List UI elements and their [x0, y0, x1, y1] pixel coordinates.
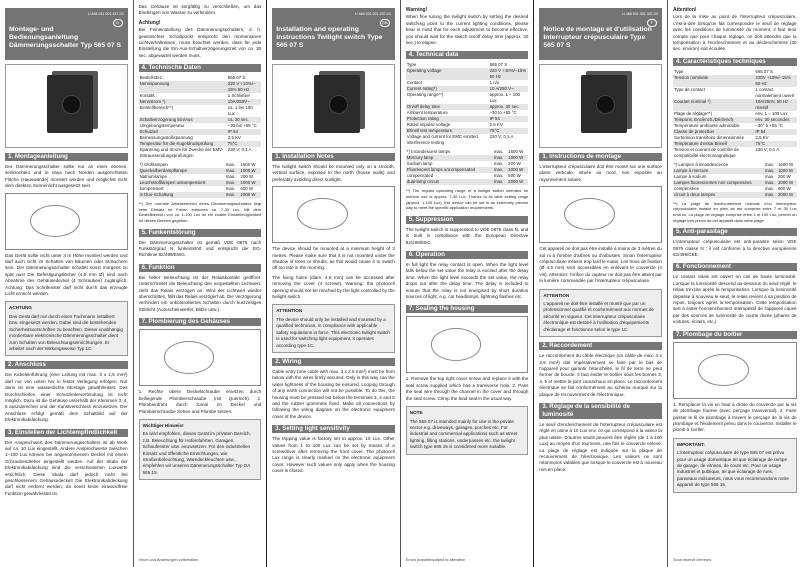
table-cell: max. [493, 179, 507, 185]
table-cell: Temperatur für die Kugeldruckprüfung [139, 141, 227, 147]
paragraph: Le seuil d'enclenchement de l'interrupteur crépusculaire est réglé en usine à 10 Lux env. ce qui correspond à la valeur la plus usitée. D'autres seuils peuvent être réglés (de 1 à 100 Lux) au moyen d'un tournevis, une fois le couvercle enlevé. La plage de réglage est indiquée sur la plaque de recouvrement de l'électronique. Les valeurs ne sont néanmoins valables que lorsque le couvercle est à nouveau mis en place. [539, 421, 662, 472]
table-cell: 220 V +10%/–15% 50 Hz [489, 68, 529, 80]
table-cell: 1600 W [240, 162, 256, 168]
table-cell: max. [225, 162, 236, 168]
table-cell: Bestell-Bez. [139, 75, 164, 81]
title-header [5, 8, 128, 60]
paragraph: Der Ansprechwert des Dämmerungsschalters ist ab Werk auf ca. 10 Lux eingestellt. Andere Ansprechwerte zwischen 1–100 Lux können bei angenommenem Deckel mit einem Schraubendreher eingestellt werden. Auf der Skala der Elektronikabdeckung sind die verschiedenen Luxwerte ersichtlich. Diese Skala darf jedoch nicht bei geschlossenem Gehäusedeckel! Die Elektronikabdeckung darf nicht entfernt werden, da sonst keine einwandfreie Funktion gewährleistet ist. [5, 439, 128, 496]
table-cell: approx. 30 sec. [489, 104, 529, 110]
table-row [406, 92, 529, 104]
product-photo [5, 64, 128, 148]
table-cell: 75°C [754, 141, 796, 147]
table-cell: Sodium lamp [406, 161, 433, 167]
dimension-diagram [539, 186, 662, 243]
spec-table [406, 149, 529, 185]
table-cell: max. [225, 174, 236, 180]
table-cell: dual-lamp circuit [406, 179, 493, 185]
table-row [139, 81, 262, 93]
paragraph: L'interrupteur crépusculaire doit être monté sur une surface plane verticale, située au nord, non exposée au rayonnement solaire. [539, 164, 662, 182]
document-code: U 468 931 001 437-03 [87, 12, 124, 16]
table-cell: Classe de protection [673, 129, 754, 135]
paragraph: Das Gerät sollte nicht unter 3 m Höhe montiert werden und darf auch nicht im Schatten von Bäumen oder Sträuchern sein. Der Dämmerungsschalter schaltet sonst morgens zu spät aus! Die Befestigungslöcher (4,5 mm Ø) sind nach Abnahme des Gehäusedeckel (4 Schrauben) zugänglich. Achtung: Das Schrifenster darf nicht durch das erzeugte Licht erreicht werden. [5, 252, 128, 297]
section-heading: 4. Technical data [406, 51, 529, 59]
title-header [272, 8, 395, 60]
spec-table [139, 75, 262, 159]
table-row [139, 105, 262, 117]
table-cell: 565 07 S [755, 68, 773, 74]
section-heading: 6. Operation [406, 251, 529, 259]
table-cell: Plage de réglage**) [673, 110, 713, 116]
table-row [406, 134, 529, 146]
table-row [673, 99, 797, 111]
section-heading: 1. Installation Notes [272, 153, 395, 161]
table-cell: 600 W [240, 186, 254, 192]
notice-box [139, 419, 262, 480]
notice-text: The 565 07 is intended mainly for use in the private sector e.g. driveways, garages, porches etc. For industrial and commercial applications such as street lighting, filling stations, underpasses etc. the twilight switch type 565 15 is considered more suitable. [409, 418, 518, 450]
paragraph: The device should be mounted at a minimum height of 3 metres. Please make sure that it is not mounted under the shadow of trees or shrubs, as this would cause it to switch off too late in the morning. [272, 246, 395, 271]
notice-title: ACHTUNG [9, 305, 32, 311]
table-cell: 230 V; 0,1 A [489, 134, 514, 140]
table-cell: Temporis. Enclench./Déclench. [673, 117, 754, 123]
table-cell: Natriumlampe [139, 174, 167, 180]
table-cell: –30 to +55 °C [489, 110, 517, 116]
spec-table [139, 162, 262, 198]
notice-box [5, 301, 128, 356]
table-cell: 230 V; 0,1 A [755, 146, 780, 152]
table-cell: 2,5 KV [227, 135, 241, 141]
section-heading: 7. Plombierung des Gehäuses [139, 318, 262, 326]
table-cell: ca. 1 bis 100 Lux [227, 105, 253, 117]
table-cell: Leuchtstofflampen unkompensiert [139, 180, 225, 186]
notice-text: L'interrupteur crépusculaire de type 565 07 est prévu pour un usage domestique tel que éclairage de rampe de garage, de vitrines, de cours etc. Pour un usage industriel et publique, tel que éclairage de rues, panneaux indicateurs, nous vous recommandons notre appareil de type 565 15. [676, 450, 789, 488]
section-heading: 6. Fonctionnement [673, 263, 797, 271]
table-cell: 1 contact normalement ouvert [755, 86, 795, 98]
table-cell: 1000 W [507, 167, 528, 173]
section-heading: 6. Funktion [139, 264, 262, 272]
table-cell: Brinell test temperature [406, 128, 489, 134]
table-cell: 75°C [489, 128, 529, 134]
table-cell: env. 30 secondes [754, 117, 796, 123]
section-heading: 3. Setting light sensitivity [272, 425, 395, 433]
table-cell: 200 W [777, 173, 791, 179]
table-cell: max. [764, 180, 777, 186]
table-cell: max. [764, 161, 775, 167]
table-cell: Kontakt [139, 93, 155, 99]
table-cell: –30° à +55 °C [755, 122, 783, 128]
section-heading: 2. Raccordement [539, 342, 662, 350]
paragraph: Cet appareil ne doit pas être installé à moins de 3 mètres du sol ni à l'ombre d'arbres ou d'arbustes. Sinon l'interrupteur crépusculaire s'éteint trop tard le matin. Les trous de fixation (Ø 4,5 mm) sont accessibles en enlevant le couvercle (4 vis). Attention: l'orifice du capteur ne doit pas être atteint par la lumière commandée par l'interrupteur crépusculaire. [539, 246, 662, 284]
table-cell: max. [764, 168, 777, 174]
notice-title: Wichtiger Hinweis! [142, 422, 184, 428]
table-cell: 220V +10%/–15% 50 Hz [754, 75, 796, 87]
section-heading: 2. Wiring [272, 358, 395, 366]
table-cell: *) Lampes à incandescence [673, 161, 729, 167]
table-cell: 1600 W [777, 161, 794, 167]
table-cell: 2000 W [777, 192, 797, 198]
notice-text: L'appareil ne doit être installé et monté que par un professionnel qualifié et conformément aux normes de sécurité en vigueur. Cet interrupteur crépusculaire électronique est destiné à l'utilisation d'équipements d'éclairage et fonctionne selon le type 1C. [543, 301, 654, 332]
document-code: U 468 931 001 437-03 [622, 12, 658, 16]
dimension-diagram [406, 316, 529, 373]
section-heading: 5. Funkentstörung [139, 229, 262, 237]
table-cell: compensated [406, 173, 434, 179]
table-cell: max. [493, 155, 507, 161]
table-cell: circuit à deux lampes [673, 192, 764, 198]
paragraph: Le raccordement du câble électrique (un câble de max. 3 x 2,5 mm²) doit impérativement se faire par le bas de l'appareil pour garantir l'étanchéité, le fil de terre ne peut former de boucle. Il faut évider le boîtier sous les bornes 3, 4, 5 et mettre le joint caoutchouc en place. Le raccordement électrique se fait conformément au schéma marqué sur la plaque de recouvrement de l'électronique. [539, 353, 662, 397]
paragraph: When fine tuning the twilight switch by setting the desired switching point to the current lighting conditions, please bear in mind that for each adjustment to become effective, you should wait for the switch on/off delay time (approx. 30 sec.) to elapse. [405, 14, 529, 46]
notice-box [406, 406, 529, 454]
photocell-lens [329, 95, 348, 114]
table-cell: 600 W [777, 185, 791, 191]
table-cell: 200 W [240, 174, 254, 180]
table-row [673, 180, 797, 186]
table-cell: Spannung und Strom für Zwecke der EMV-Störaussendungsprüfungen [139, 147, 224, 159]
twilight-switch-device [47, 75, 93, 133]
table-cell: Température ambiante admissible [673, 122, 740, 128]
table-cell: Température d'essai Brinell [673, 141, 754, 147]
table-cell: Tension et courant de contrôle de compatibilité électromagnétique [673, 146, 739, 158]
section-heading: 3. Einstellen der Lichtempfindlichkeit [5, 429, 128, 437]
table-cell: Nennspannung [139, 81, 227, 93]
section-heading: 3. Réglage de la sensibilité de luminosité [539, 403, 662, 419]
notice-title: NOTE [409, 410, 423, 416]
product-photo [539, 64, 662, 148]
table-cell: Voltage and current for EMC emitted interference testing [406, 134, 478, 146]
table-cell: Bemessungsstoßspannung [139, 135, 193, 141]
section-heading: 1. Instructions de montage [539, 153, 662, 161]
table-cell: 1000 W [239, 168, 261, 174]
table-cell: Type [673, 68, 684, 74]
paragraph: In full light the relay contact is open. When the light level falls below the set value the relay is excited after the delay time. When the light level exceeds the set value, the relay drops out after the delay time. The delay is included to ensure that the relay is not energised by short duration sources of light, e.g. car headlamps, lightning flashes etc. [405, 262, 529, 300]
dimension-diagram [5, 193, 128, 250]
table-cell: 565 07 S [227, 75, 246, 81]
table-cell: 2000 W [507, 179, 528, 185]
paragraph: Bei heller Beleuchtung ist der Relaiskontakt geöffnet. Unterschreitet die Beleuchtung den eingestellten Lichtwert, zieht das Relais verzögert an. Wird der Lichtwert wieder überschritten, fällt das Relais verzögert ab. Die Verzögerung verhindert ein unkontrolliertes Schalten durch kurzzeitiges Störlicht (Autoscheinwerfer, Blitze usw.). [138, 274, 262, 312]
table-cell: Schutzart [139, 129, 227, 135]
section-heading: 1. Montageanleitung [5, 153, 128, 161]
notice-text: The device should only be installed and mounted by a qualified technician, in compliance with applicable safety regulations in force. This electronic twilight switch is used for switching light equipment, it operates according type 1C. [276, 316, 390, 348]
table-cell: *) Glühlampen [139, 162, 168, 168]
table-cell: On/off delay time [406, 104, 489, 110]
table-cell: Lampe à mercure [673, 168, 764, 174]
section-heading: 7. Plombage du boîtier [673, 331, 797, 339]
table-cell: compensées [673, 185, 699, 191]
paragraph: The tripping value is factory set to approx. 10 Lux. Other values from 1 to 100 Lux can be set by means of a screwdriver after removing the front cover. The photocell Lux range is clearly marked on the electronic equipment cover. However such values only apply when the housing cover is closed. [272, 436, 395, 474]
paragraph: Der Dämmerungsschalter ist gemäß VDE 0875 nach Funkstörgrad N funkentstört und entspricht der EG-Richtlinie 82/499/EWG. [138, 239, 262, 258]
notice-title: ATTENTION [543, 292, 570, 298]
table-cell: Type [406, 62, 417, 68]
table-cell: Schaltverzögerung Ein/Aus [139, 117, 227, 123]
table-cell: Rated impulse voltage [406, 122, 451, 128]
table-cell: –30 bis +55 °C [227, 123, 257, 129]
section-heading: 5. Suppression [406, 216, 529, 224]
paragraph: Das Gehäuse ist sorgfältig zu verschließen, um das Eindringen von Wasser zu verhindern. [138, 4, 262, 16]
section-heading: 2. Anschluss [5, 361, 128, 369]
table-cell: Operating range**) [406, 92, 444, 98]
table-cell: Surtension transitoire dimensionnée [673, 134, 745, 140]
table-cell: Lampes fluorescentes non compensées [673, 180, 764, 186]
document-title: Notice de montage et d'utilisation Interrupteur crépusculaire Type 565 07 S [543, 26, 652, 50]
spec-table [673, 162, 797, 198]
table-cell: Umgebungstemperatur [139, 123, 185, 129]
column [0, 0, 134, 567]
table-cell: Einstellbereich**) [139, 105, 174, 111]
column [534, 0, 668, 567]
paragraph: 1. Rechte obere Deckelschraube ersetzen durch beiliegende Plombierschraube (mit Querloch). 2. Plombierdraht durch Kanal im Deckel und Plombierschraube ziehen und Plombe setzen. [138, 389, 262, 414]
table-cell: Nennstrom *) [139, 99, 227, 105]
table-cell: 10A/250V, 50 Hz résistif [754, 99, 796, 111]
section-heading: 4. Caractéristiques techniques [673, 58, 797, 66]
section-heading: 5. Anti-parasitage [673, 228, 797, 236]
photocell-lens [596, 95, 615, 114]
table-cell: max. [225, 180, 240, 186]
footer-note: Irrtum und Änderungen vorbehalten [138, 557, 199, 562]
table-row [673, 87, 797, 99]
table-cell: Protection rating [406, 116, 489, 122]
language-badge: D [113, 19, 123, 27]
paragraph: L'interrupteur crépusculaire est anti-parasite selon VDE 0875 classe N ; il est conforme à la directive européenne 82/499/CEE. [672, 239, 797, 258]
table-cell: max. [493, 149, 504, 155]
footnote: **) The regular operating range of a twilight switch intended for outdoor use is approx. 7-30 Lux. Thanks to its wide setting range (approx. 1-100 Lux), this device can be set in an extremely precise way to meet the specific application requirements. [405, 188, 529, 211]
column [401, 0, 535, 567]
paragraph: Lors de la mise au point de l'interrupteur crépusculaire, c'est-à-dire lorsqu'on fait correspondre le seuil de réglage avec les conditions de luminosité du moment, il faut tenir compte que pour chaque réglage, on doit attendre que la temporisation à l'enclenchement et au déclenchement (30 sec. environ) soit écoulée. [672, 14, 797, 52]
document-title: Installation and operating instructions Twilight switch Type 565 07 S [276, 26, 383, 50]
paragraph: 1. Remplacer la vis en haut à droite du couvercle par la vis de plombage fournie (avec perçage transversal). 2. Faire passer le fil de plombage à travers le perçage de la vis de plombage et l'évidement prévu dans le couvercle. Installer le plomb à sceller. [672, 401, 797, 433]
table-cell: max. [764, 173, 775, 179]
notice-title: IMPORTANT: [676, 441, 705, 447]
table-cell: kompensiert [139, 186, 164, 192]
table-cell: 2.5 KV [489, 122, 503, 128]
table-cell: 220 V +10%/–15% 50 Hz [227, 81, 261, 93]
paragraph: Cable entry (one cable with max. 3 x 2.5 mm²) must be from below with the wires firmly secured. Only in this way can the water tightness of the housing be ensured. Looping through of any earth connection will not be possible. To do this, the housing must be pressed out below the terminals 3, 4 and 5 and the rubber grommets fixed. Make all connections by following the wiring diagram on the electronic equipment cover of the device. [272, 368, 395, 419]
table-cell: 2,5 KV [755, 134, 769, 140]
warning-label: Achtung! [138, 19, 161, 26]
column [134, 0, 268, 567]
table-row [406, 179, 529, 185]
paragraph: The twilight switch should be mounted only on a smooth, vertical surface, exposed to the north (house walls) and preferably avoiding direct sunlight. [272, 164, 395, 182]
table-cell: Current rating*) [406, 86, 489, 92]
title-header [539, 8, 662, 60]
table-cell: max. [225, 192, 240, 198]
table-cell: max. [225, 186, 236, 192]
table-row [673, 123, 797, 129]
table-row [406, 68, 529, 80]
table-row [673, 147, 797, 159]
table-cell: Quecksilberdampflampe [139, 168, 225, 174]
table-cell: 1000 W [239, 180, 261, 186]
table-row [673, 192, 797, 198]
table-cell: 1000 W [507, 155, 528, 161]
paragraph: Die Kabeleinführung (eine Leitung mit max. 3 x 2,5 mm²) darf nur von unten her in fester Verlegung erfolgen. Nur dann ist eine wasserdichte Montage gewährleistet. Das Durchschleifen einer Schutzleiterverbindung ist nicht möglich. Dazu ist die Gehäuse unterhalb der Klemmen 3, 4, 5 auszubrechen und der Kunstverschluss einzusetzen. Der Anschluss erfolgt gemäß dem Schaltbild auf der Elektronikabdeckung. [5, 372, 128, 423]
section-heading: 4. Technische Daten [139, 64, 262, 72]
table-row [139, 192, 262, 198]
table-cell: max. [493, 167, 507, 173]
paragraph: Bei Feineinstellung des Dämmerungsschalters, d. h. gewünschter Schaltpunkt entspricht den momentanen Lichtverhältnissen, muss beachtet werden, dass für jede Einstellung die Ein-Aus-Schaltverzögerungszeit von ca. 30 sec. abgewartet werden muss. [138, 27, 262, 58]
table-cell: max. [764, 185, 775, 191]
document-title: Montage- und Bedienungsanleitung Dämmerungsschalter Typ 565 07 S [9, 26, 122, 50]
table-cell: 1000 W [777, 168, 797, 174]
product-photo [272, 64, 395, 148]
table-cell: max. [493, 161, 504, 167]
paragraph: The fixing holes (diam. 4.5 mm) can be accessed after removing the cover (4 screws). Warning: the photocell opening should not be reached by the light controlled by the twilight switch. [272, 274, 395, 300]
table-cell: Fluorescent lamps uncompensated [406, 167, 493, 173]
table-cell: 75°C [227, 141, 261, 147]
table-cell: 565 07 S [489, 62, 508, 68]
table-cell: 1000 W [777, 180, 797, 186]
table-row [139, 147, 262, 159]
warning-label: Warning! [405, 7, 428, 13]
table-cell: Type de contact [673, 86, 705, 92]
table-cell: in Duo-Schaltung [139, 192, 225, 198]
twilight-switch-device [581, 75, 627, 133]
section-heading: 7. Sealing the housing [406, 305, 529, 313]
table-cell: max. [764, 192, 777, 198]
table-cell: 1 Schließer [227, 93, 250, 99]
column [267, 0, 401, 567]
table-cell: max. [493, 173, 504, 179]
photocell-lens [62, 95, 81, 114]
table-cell: 200 W [508, 161, 521, 167]
table-cell: Contact [406, 80, 422, 86]
table-cell: Tension nominale [673, 75, 754, 87]
table-cell: 10A/250V~ [227, 99, 261, 105]
dimension-diagram [139, 329, 262, 386]
notice-title: ATTENTION [276, 308, 303, 314]
document-code: U 468 931 001 437-03 [355, 12, 391, 16]
table-cell: IP 54 [489, 116, 529, 122]
table-row [673, 75, 797, 87]
paragraph: The twilight switch is suppressed to VDE 0875 class N, and is built in compliance with the European Directive 82/499/EEC. [405, 226, 529, 245]
paragraph: Der Dämmerungsschalter sollte nur an einer ebenen, senkrechten und in etwa nach Norden ausgerichteten Fläche (Hauswände) montiert werden und möglichst nicht dem direkten Sonnenlicht ausgesetzt sein. [5, 164, 128, 189]
table-cell: *) Incandescent lamps [406, 149, 451, 155]
table-cell: env. 1 – 100 Lux [755, 110, 788, 116]
notice-box [272, 304, 395, 352]
dimension-diagram [673, 342, 797, 399]
table-cell: IP 54 [227, 129, 261, 135]
table-cell: ca. 30 sec. [227, 117, 261, 123]
table-cell: max. [225, 168, 240, 174]
table-cell: Ambient temperature [406, 110, 448, 116]
table-cell: 1 n/o [489, 80, 500, 86]
table-cell: Operating voltage [406, 68, 489, 80]
table-cell: 2000 W [239, 192, 261, 198]
table-cell: Lampe à sodium [673, 173, 707, 179]
table-cell: 230 V; 0,1 A [227, 147, 252, 153]
notice-box [673, 438, 797, 493]
notice-text: Es wird empfohlen, dieses Gerät im privaten Bereich, z.B. Beleuchtung für Hofeinfahrten, Garagen, Schaufenster usw. einzusetzen. Für den industriellen Einsatz und öffentliche Einrichtungen, wie Straßenbeleuchtung, Warndeckleuchten usw., empfehlen wir unseren Dämmerungsschalter Typ DA 565 15. [142, 431, 251, 475]
paragraph: 1. Remove the top right cover screw and replace it with the seal screw supplied which has a transverse hole. 2. Pass the seal wire through the channel in the cover and through the seal screw. Crimp the lead seal in the usual way. [405, 376, 529, 401]
dimension-diagram [272, 186, 395, 243]
paragraph: Le contact relais est ouvert en cas de haute luminosité. Lorsque la luminosité descend au-dessous du seuil réglé, le relais s'excite après la temporisation. Lorsque la luminosité dépasse à nouveau le seuil, le relais revient à sa position de repos, toujours après la temporisation. Cette temporisation sert à éviter l'enclenchement intempestif de l'appareil causé par des sources de luminosité de courte durée (phares de voitures, éclairs, etc.) [672, 274, 797, 325]
table-cell: Courant nominal *) [673, 99, 754, 111]
footer-note: Sous réserve d'erreurs [672, 557, 712, 562]
table-cell: 600 W [508, 173, 521, 179]
language-badge: GB [380, 19, 390, 27]
table-cell: approx. 1 – 100 Lux [489, 92, 521, 104]
column [668, 0, 802, 567]
notice-box [539, 289, 662, 337]
notice-text: Das Gerät darf nur durch einen Fachmann installiert bzw. eingesetzt werden. Dabei sind die bestehenden Sicherheitsvorschriften zu beachten. Dieser unabhängig montierbare elektronische Dämmerungsschalter dient zum Schalten von Beleuchtungseinrichtungen. Er arbeitet nach der Wirkungsweise Typ 1C. [9, 313, 123, 351]
warning-label: Attention! [672, 7, 697, 13]
spec-table [406, 62, 529, 146]
table-cell: 10 A/250 V~ [489, 86, 529, 92]
spec-table [673, 69, 797, 159]
table-cell: 1600 W [508, 149, 524, 155]
table-cell: IP 54 [754, 129, 796, 135]
table-cell: Mercury lamp [406, 155, 493, 161]
footnote: **) La plage de fonctionnement normale d'un interrupteur crépusculaire installé en plein air est comprise entre 7 et 30 Lux environ. La plage de réglage comprise entre 1 et 100 Lux, permet un réglage très précis de cet appareil dans cette plage. [672, 200, 797, 223]
footer-note: Errors possible/subject to alteration [405, 557, 466, 562]
language-badge: F [647, 19, 657, 27]
twilight-switch-device [314, 75, 360, 133]
footnote: **) Der normale Arbeitsbereich eines Dämmerungsschalters liegt beim Einsatz im Freien zwischen ca. 7-30 Lux. Mit dem Einstellbereich von ca. 1-100 Lux ist ein exakte Einstellmöglichkeit für diesen Bereich gegeben. [138, 201, 262, 224]
